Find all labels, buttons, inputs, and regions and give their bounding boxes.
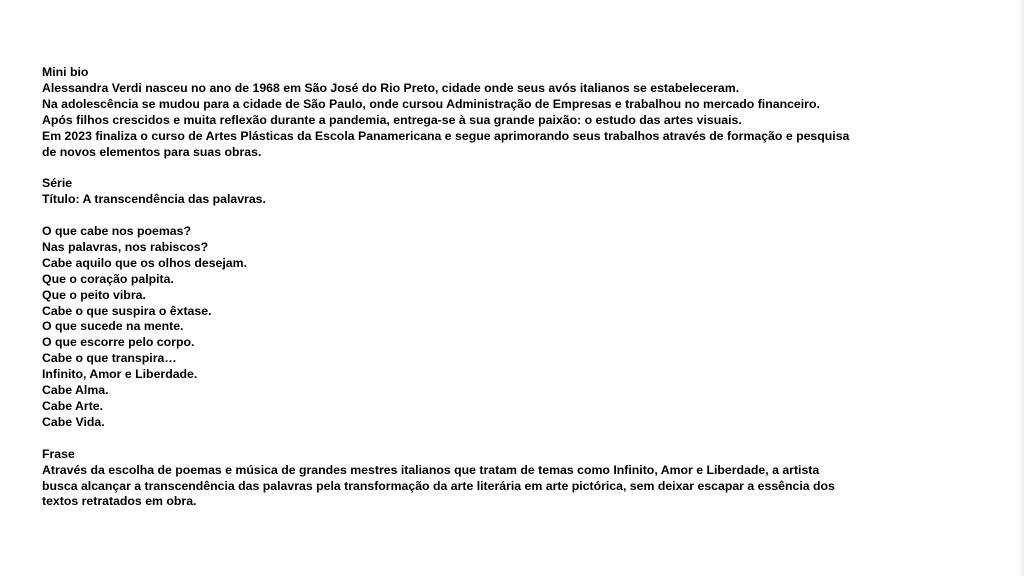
bio-line: Após filhos crescidos e muita reflexão durante a pandemia, entrega-se à sua grande paixão: o estudo das artes visuais. xyxy=(42,112,742,127)
serie-title: Título: A transcendência das palavras. xyxy=(42,192,266,207)
spacer xyxy=(42,160,942,176)
mini-bio-section xyxy=(42,65,942,160)
mini-bio-heading: Mini bio xyxy=(42,65,89,79)
poem-line: Cabe aquilo que os olhos desejam. xyxy=(42,255,247,270)
poem-line: O que escorre pelo corpo. xyxy=(42,335,195,350)
bio-line: Em 2023 finaliza o curso de Artes Plásticas da Escola Panamericana e segue aprimorando seus trabalhos através de formação e pesquisa xyxy=(42,128,850,143)
serie-section xyxy=(42,176,942,208)
poem-line: O que cabe nos poemas? xyxy=(42,224,191,239)
poem-line: Cabe o que transpira… xyxy=(42,351,177,366)
frase-line: Através da escolha de poemas e música de grandes mestres italianos que tratam de temas como Infinito, Amor e Liberdade, a artista xyxy=(42,462,820,477)
poem-line: Que o peito vibra. xyxy=(42,287,146,302)
poem-line: Cabe Alma. xyxy=(42,383,109,398)
frase-line: busca alcançar a transcendência das palavras pela transformação da arte literária em arte pictórica, sem deixar escapar a essência dos xyxy=(42,478,835,493)
frase-line: textos retratados em obra. xyxy=(42,494,197,509)
poem-line: Cabe Vida. xyxy=(42,414,105,429)
spacer xyxy=(42,431,942,447)
poem-line: O que sucede na mente. xyxy=(42,319,184,334)
bio-line: Na adolescência se mudou para a cidade de São Paulo, onde cursou Administração de Empresas e trabalhou no mercado financeiro. xyxy=(42,96,820,111)
document-body xyxy=(42,65,942,510)
poem-line: Nas palavras, nos rabiscos? xyxy=(42,239,209,254)
poem-line: Que o coração palpita. xyxy=(42,271,174,286)
slide-edge-shadow xyxy=(1018,0,1024,576)
poem-section xyxy=(42,224,942,431)
bio-line: Alessandra Verdi nasceu no ano de 1968 em São José do Rio Preto, cidade onde seus avós italianos se estabeleceram. xyxy=(42,80,740,95)
bio-line: de novos elementos para suas obras. xyxy=(42,144,262,159)
poem-line: Infinito, Amor e Liberdade. xyxy=(42,367,198,382)
frase-heading: Frase xyxy=(42,446,75,461)
serie-heading: Série xyxy=(42,176,73,191)
poem-line: Cabe o que suspira o êxtase. xyxy=(42,303,212,318)
poem-line: Cabe Arte. xyxy=(42,399,104,413)
spacer xyxy=(42,208,942,224)
frase-section xyxy=(42,447,942,511)
